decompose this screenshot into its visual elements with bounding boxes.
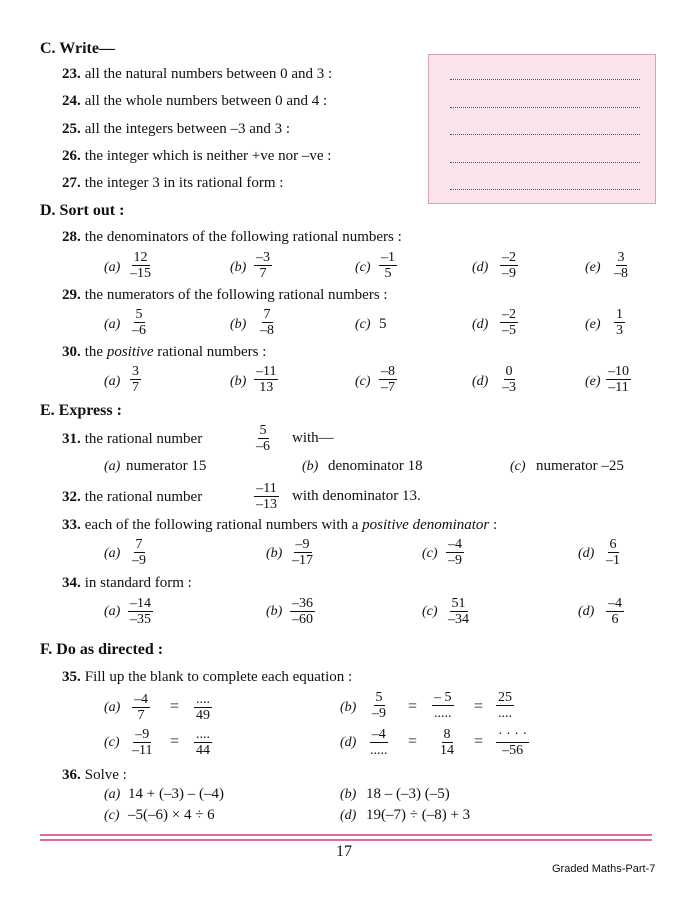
numerator: –8 <box>381 364 395 379</box>
option-label: (a) <box>104 260 121 275</box>
equals-sign: = <box>474 733 484 750</box>
fraction <box>500 307 518 338</box>
option-label: (b) <box>340 700 357 715</box>
option-label: (b) <box>340 787 357 802</box>
equals-sign: = <box>408 698 418 715</box>
fraction <box>290 537 315 568</box>
question-number: 30. <box>62 344 81 360</box>
numerator: 7 <box>135 537 143 552</box>
question-text: the rational number <box>84 431 203 447</box>
option-label: (e) <box>585 374 601 389</box>
option-label: (d) <box>340 808 357 823</box>
question-text: each of the following rational numbers with a <box>84 517 363 533</box>
option-label: (c) <box>510 459 526 474</box>
fraction <box>606 596 624 627</box>
option-text: 14 + (–3) – (–4) <box>128 786 224 802</box>
fraction <box>446 537 464 568</box>
fraction <box>128 596 153 627</box>
question-number: 35. <box>62 669 81 685</box>
denominator: 7 <box>137 708 145 723</box>
question-29 <box>62 286 388 304</box>
denominator: –1 <box>606 553 620 568</box>
question-number: 28. <box>62 229 81 245</box>
denominator: –7 <box>381 380 395 395</box>
equals-sign: = <box>170 698 180 715</box>
fraction <box>614 307 625 338</box>
option-text: –5(–6) × 4 ÷ 6 <box>128 807 215 823</box>
numerator: –1 <box>381 250 395 265</box>
option-label: (b) <box>266 546 283 561</box>
numerator: 3 <box>132 364 139 379</box>
answer-line-23[interactable] <box>450 78 640 80</box>
fraction <box>130 727 154 758</box>
fraction <box>438 727 456 758</box>
fraction <box>500 364 518 395</box>
denominator: 7 <box>132 380 139 395</box>
denominator: 13 <box>259 380 274 395</box>
question-text-emphasis: positive denominator <box>362 517 490 533</box>
answer-line-25[interactable] <box>450 133 640 135</box>
fraction <box>254 250 272 281</box>
question-33 <box>62 516 497 534</box>
option-label: (a) <box>104 459 121 474</box>
denominator: –11 <box>608 380 629 395</box>
question-text: the rational number <box>84 489 203 505</box>
option-label: (c) <box>355 260 371 275</box>
answer-line-26[interactable] <box>450 161 640 163</box>
question-number: 36. <box>62 767 81 783</box>
option-label: (d) <box>472 317 489 332</box>
fraction <box>500 250 518 281</box>
denominator: 7 <box>259 266 267 281</box>
question-number: 24. <box>62 93 81 109</box>
section-f-heading: F. Do as directed : <box>40 641 164 658</box>
numerator: 12 <box>133 250 148 265</box>
fraction <box>194 692 212 723</box>
question-35 <box>62 668 352 686</box>
option-label: (b) <box>302 459 319 474</box>
option-text: 18 – (–3) (–5) <box>366 786 450 802</box>
option-label: (d) <box>578 546 595 561</box>
denominator: –9 <box>372 706 386 721</box>
option-label: (e) <box>585 260 601 275</box>
denominator: –8 <box>260 323 274 338</box>
value: 5 <box>379 316 387 332</box>
option-label: (c) <box>104 735 120 750</box>
fraction <box>130 364 141 395</box>
option-label: (b) <box>230 260 247 275</box>
numerator: –14 <box>130 596 151 611</box>
question-text: the integer 3 in its rational form : <box>84 175 284 191</box>
denominator: –9 <box>448 553 462 568</box>
denominator: –5 <box>502 323 516 338</box>
option-label: (a) <box>104 546 121 561</box>
numerator: –4 <box>134 692 148 707</box>
option-label: (a) <box>104 700 121 715</box>
page-number: 17 <box>336 843 352 860</box>
fraction <box>379 364 397 395</box>
question-text: in standard form : <box>84 575 192 591</box>
numerator: –11 <box>256 481 277 496</box>
fraction <box>254 364 278 395</box>
question-text: the <box>84 344 107 360</box>
question-36 <box>62 766 127 784</box>
option-label: (b) <box>266 604 283 619</box>
question-28 <box>62 228 402 246</box>
question-number: 27. <box>62 175 81 191</box>
numerator-blank[interactable]: · · · · <box>498 727 528 742</box>
denominator: –35 <box>130 612 151 627</box>
section-c-heading: C. Write— <box>40 40 115 57</box>
question-25 <box>62 120 290 138</box>
numerator: 6 <box>609 537 617 552</box>
denominator: 14 <box>440 743 454 758</box>
answer-box <box>428 54 656 204</box>
option-label: (e) <box>585 317 601 332</box>
footer-rule-bottom <box>40 839 652 841</box>
numerator: 51 <box>451 596 466 611</box>
fraction <box>194 727 212 758</box>
option-label: (a) <box>104 604 121 619</box>
denominator: –9 <box>502 266 516 281</box>
denominator-blank[interactable]: ..... <box>370 743 388 758</box>
fraction <box>130 537 148 568</box>
numerator: – 5 <box>434 690 452 705</box>
question-text-emphasis: positive <box>106 344 154 360</box>
option-label: (c) <box>104 808 120 823</box>
question-number: 23. <box>62 66 81 82</box>
option-text: denominator 18 <box>328 458 423 474</box>
numerator: 1 <box>616 307 623 322</box>
equals-sign: = <box>408 733 418 750</box>
denominator: –11 <box>132 743 153 758</box>
question-number: 29. <box>62 287 81 303</box>
numerator: –3 <box>256 250 270 265</box>
fraction <box>290 596 315 627</box>
option-label: (d) <box>472 374 489 389</box>
question-number: 33. <box>62 517 81 533</box>
fraction <box>496 727 529 758</box>
numerator: 5 <box>375 690 383 705</box>
question-26 <box>62 147 331 165</box>
footer-book-title: Graded Maths-Part-7 <box>552 863 656 875</box>
numerator: –4 <box>608 596 622 611</box>
numerator: 7 <box>263 307 271 322</box>
denominator-blank[interactable]: .... <box>498 706 512 721</box>
numerator: –2 <box>502 250 516 265</box>
denominator-blank[interactable]: ..... <box>434 706 452 721</box>
option-label: (c) <box>422 546 438 561</box>
option-label: (a) <box>104 374 121 389</box>
fraction <box>254 481 279 512</box>
fraction <box>128 250 153 281</box>
question-24 <box>62 92 327 110</box>
option-label: (b) <box>230 374 247 389</box>
question-number: 26. <box>62 148 81 164</box>
fraction <box>132 692 150 723</box>
question-text: Solve : <box>84 767 127 783</box>
denominator: –3 <box>502 380 516 395</box>
numerator-blank[interactable]: .... <box>196 727 210 742</box>
denominator: –17 <box>292 553 313 568</box>
option-label: (d) <box>472 260 489 275</box>
fraction <box>258 307 276 338</box>
denominator: 6 <box>611 612 619 627</box>
numerator: –4 <box>371 727 386 742</box>
fraction <box>432 690 454 721</box>
question-text: all the whole numbers between 0 and 4 : <box>84 93 328 109</box>
fraction <box>130 307 148 338</box>
numerator: 3 <box>617 250 625 265</box>
numerator: –10 <box>608 364 629 379</box>
numerator: 5 <box>135 307 143 322</box>
answer-line-24[interactable] <box>450 106 640 108</box>
question-text: with denominator 13. <box>292 488 421 504</box>
answer-line-27[interactable] <box>450 188 640 190</box>
question-number: 34. <box>62 575 81 591</box>
numerator: 5 <box>259 423 267 438</box>
question-23 <box>62 65 332 83</box>
denominator: –6 <box>256 439 270 454</box>
question-27 <box>62 174 283 192</box>
numerator: 8 <box>443 727 451 742</box>
denominator: –9 <box>132 553 146 568</box>
numerator-blank[interactable]: .... <box>196 692 210 707</box>
option-label: (d) <box>340 735 357 750</box>
question-text: all the integers between –3 and 3 : <box>84 121 291 137</box>
footer-rule-top <box>40 834 652 836</box>
denominator: –60 <box>292 612 313 627</box>
numerator: –9 <box>295 537 310 552</box>
option-label: (a) <box>104 787 121 802</box>
question-30 <box>62 343 266 361</box>
option-label: (a) <box>104 317 121 332</box>
section-d-heading: D. Sort out : <box>40 202 125 219</box>
numerator: 0 <box>505 364 513 379</box>
option-text: 19(–7) ÷ (–8) + 3 <box>366 807 471 823</box>
question-text: the denominators of the following rational numbers : <box>84 229 402 245</box>
option-text: numerator 15 <box>126 458 207 474</box>
numerator: –36 <box>292 596 313 611</box>
denominator: –6 <box>132 323 146 338</box>
numerator: –9 <box>135 727 150 742</box>
numerator: –11 <box>256 364 277 379</box>
denominator: –34 <box>448 612 469 627</box>
numerator: –4 <box>448 537 462 552</box>
fraction <box>370 690 388 721</box>
fraction <box>606 364 631 395</box>
denominator: –13 <box>256 497 277 512</box>
section-e-heading: E. Express : <box>40 402 122 419</box>
option-text: numerator –25 <box>536 458 624 474</box>
question-32 <box>62 488 202 506</box>
denominator: 44 <box>196 743 210 758</box>
question-text: all the natural numbers between 0 and 3 : <box>84 66 333 82</box>
equals-sign: = <box>474 698 484 715</box>
option-label: (c) <box>355 374 371 389</box>
question-31 <box>62 430 202 448</box>
fraction <box>604 537 622 568</box>
denominator: –15 <box>130 266 151 281</box>
numerator: –2 <box>502 307 516 322</box>
question-text: Fill up the blank to complete each equation : <box>84 669 353 685</box>
question-text: : <box>489 517 498 533</box>
fraction <box>496 690 514 721</box>
question-number: 25. <box>62 121 81 137</box>
denominator: –8 <box>614 266 628 281</box>
fraction <box>368 727 390 758</box>
option-label: (c) <box>355 317 371 332</box>
equals-sign: = <box>170 733 180 750</box>
option-label: (b) <box>230 317 247 332</box>
option-label: (d) <box>578 604 595 619</box>
fraction <box>612 250 630 281</box>
question-text: with— <box>292 430 334 446</box>
denominator: –56 <box>502 743 524 758</box>
option-label: (c) <box>422 604 438 619</box>
question-text: the integer which is neither +ve nor –ve : <box>84 148 332 164</box>
question-34 <box>62 574 192 592</box>
fraction <box>379 250 397 281</box>
question-number: 31. <box>62 431 81 447</box>
denominator: 3 <box>616 323 623 338</box>
numerator: 25 <box>498 690 512 705</box>
fraction <box>254 423 272 454</box>
question-number: 32. <box>62 489 81 505</box>
question-text: the numerators of the following rational numbers : <box>84 287 388 303</box>
denominator: 5 <box>384 266 392 281</box>
fraction <box>446 596 471 627</box>
question-text: rational numbers : <box>153 344 267 360</box>
denominator: 49 <box>196 708 210 723</box>
